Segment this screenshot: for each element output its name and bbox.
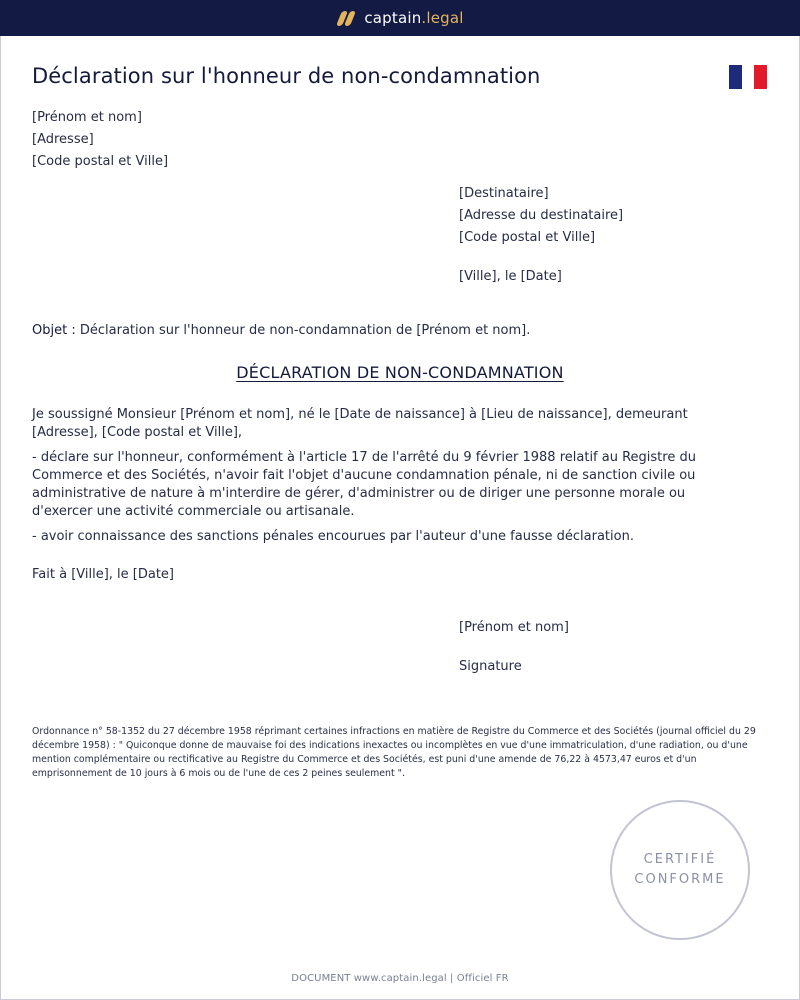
sender-address: [Adresse] xyxy=(32,132,94,147)
document-title: Déclaration sur l'honneur de non-condamnation xyxy=(32,64,541,88)
brand-logo[interactable] xyxy=(336,8,464,27)
place-date: [Ville], le [Date] xyxy=(459,269,562,284)
flag-stripe-blue xyxy=(729,65,742,89)
declaration-heading xyxy=(0,363,800,382)
intro-paragraph: Je soussigné Monsieur [Prénom et nom], né le [Date de naissance] à [Lieu de naissance], demeurant [Adresse], [Code postal et Ville], xyxy=(32,407,688,440)
recipient-address: [Adresse du destinataire] xyxy=(459,208,624,223)
recipient-name: [Destinataire] xyxy=(459,186,549,201)
stamp-line-1: CERTIFIÉ xyxy=(643,852,717,867)
done-at: Fait à [Ville], le [Date] xyxy=(32,567,174,582)
subject-line xyxy=(32,323,530,338)
certified-stamp xyxy=(610,800,750,940)
brand-name: captain xyxy=(364,8,422,27)
subject-label: Objet : xyxy=(32,323,76,338)
france-flag-icon xyxy=(729,65,767,89)
flag-stripe-white xyxy=(742,65,755,89)
flag-stripe-red xyxy=(754,65,767,89)
brand-tld: .legal xyxy=(421,8,464,27)
sender-city: [Code postal et Ville] xyxy=(32,154,169,169)
legal-footnote: Ordonnance n° 58-1352 du 27 décembre 1958 réprimant certaines infractions en matière de Registre du Commerce et des Sociétés (journal officiel du 29 décembre 1958) : " Quiconque donne de mauvaise foi des indications inexactes ou incomplètes en vue d'une immatriculation, d'une radiation, ou d'une mention complémentaire ou rectificative au Registre du Commerce et des Sociétés, est puni d'une amende de 76,22 à 4573,47 euros et d'un emprisonnement de 10 jours à 6 mois ou de l'une de ces 2 peines seulement ". xyxy=(32,726,756,779)
top-bar xyxy=(0,0,800,36)
captain-logo-icon xyxy=(336,11,355,26)
subject-text: Déclaration sur l'honneur de non-condamnation de [Prénom et nom]. xyxy=(79,323,531,338)
declaration-heading-text: DÉCLARATION DE NON-CONDAMNATION xyxy=(236,363,564,382)
sender-name: [Prénom et nom] xyxy=(32,110,142,125)
brand-wordmark xyxy=(364,8,464,27)
page-footer: DOCUMENT www.captain.legal | Officiel FR xyxy=(291,973,509,984)
declaration-point-1: - déclare sur l'honneur, conformément à l'article 17 de l'arrêté du 9 février 1988 relatif au Registre du Commerce et des Sociétés, n'avoir fait l'objet d'aucune condamnation pénale, ni de sanction civile ou administrative de nature à m'interdire de gérer, d'administrer ou de diriger une personne morale ou d'exercer une activité commerciale ou artisanale. xyxy=(32,450,696,519)
recipient-city: [Code postal et Ville] xyxy=(459,230,596,245)
stamp-line-2: CONFORME xyxy=(634,872,726,887)
signer-name: [Prénom et nom] xyxy=(459,620,569,635)
declaration-point-2: - avoir connaissance des sanctions pénales encourues par l'auteur d'une fausse déclaration. xyxy=(32,529,634,544)
signature-label: Signature xyxy=(459,659,522,674)
